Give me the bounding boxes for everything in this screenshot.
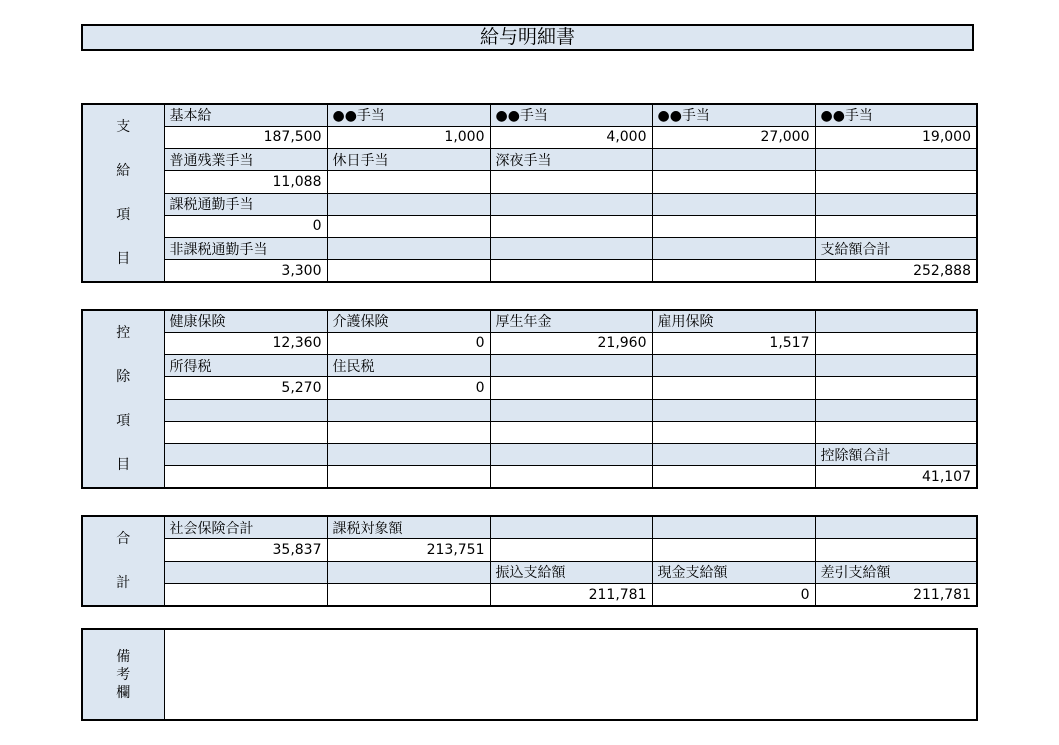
item-label-cell	[327, 561, 490, 584]
value-row	[82, 171, 977, 193]
item-label-cell	[652, 149, 815, 171]
value-row	[82, 539, 977, 562]
item-label-cell: 深夜手当	[490, 149, 652, 171]
item-label-cell: 基本給	[164, 104, 327, 126]
item-value-cell[interactable]: 213,751	[327, 539, 490, 562]
section-header-char: 目	[116, 251, 131, 267]
item-value-cell[interactable]	[815, 332, 977, 354]
item-value-cell[interactable]	[490, 466, 652, 488]
item-value-cell[interactable]: 1,517	[652, 332, 815, 354]
remarks-header-char: 備	[116, 648, 131, 665]
item-value-cell[interactable]: 4,000	[490, 126, 652, 148]
item-label-cell: 雇用保険	[652, 310, 815, 332]
item-label-cell: 現金支給額	[652, 561, 815, 584]
item-label-cell: 差引支給額	[815, 561, 977, 584]
section-header-char: 項	[116, 207, 131, 223]
item-label-cell	[652, 355, 815, 377]
item-label-cell: 休日手当	[327, 149, 490, 171]
item-value-cell[interactable]	[815, 171, 977, 193]
item-value-cell[interactable]	[490, 377, 652, 399]
remarks-header-char: 考	[116, 666, 131, 683]
label-row	[82, 104, 977, 126]
item-label-cell: 課税通勤手当	[164, 193, 327, 215]
label-row	[82, 444, 977, 466]
item-value-cell[interactable]: 1,000	[327, 126, 490, 148]
item-value-cell[interactable]	[164, 466, 327, 488]
item-label-cell	[815, 355, 977, 377]
item-value-cell[interactable]: 12,360	[164, 332, 327, 354]
item-value-cell[interactable]	[490, 539, 652, 562]
item-label-cell: 厚生年金	[490, 310, 652, 332]
item-value-cell[interactable]	[815, 421, 977, 443]
value-row	[82, 421, 977, 443]
item-label-cell	[652, 516, 815, 539]
item-label-cell: 非課税通勤手当	[164, 238, 327, 260]
section-header-char: 支	[116, 119, 131, 135]
remarks-header-char: 欄	[116, 684, 131, 701]
item-label-cell	[490, 444, 652, 466]
item-value-cell[interactable]	[652, 539, 815, 562]
item-value-cell[interactable]: 252,888	[815, 260, 977, 282]
item-label-cell: 振込支給額	[490, 561, 652, 584]
label-row	[82, 516, 977, 539]
item-label-cell: 控除額合計	[815, 444, 977, 466]
label-row	[82, 355, 977, 377]
item-value-cell[interactable]	[327, 215, 490, 237]
item-value-cell[interactable]: 41,107	[815, 466, 977, 488]
item-value-cell[interactable]: 35,837	[164, 539, 327, 562]
remarks-content[interactable]	[164, 629, 977, 720]
item-value-cell[interactable]: 3,300	[164, 260, 327, 282]
item-label-cell	[490, 238, 652, 260]
item-label-cell	[815, 399, 977, 421]
item-label-cell	[164, 399, 327, 421]
value-row	[82, 584, 977, 607]
value-row	[82, 466, 977, 488]
item-label-cell	[652, 444, 815, 466]
item-value-cell[interactable]	[490, 215, 652, 237]
page-title: 給与明細書	[81, 24, 974, 51]
item-label-cell: 普通残業手当	[164, 149, 327, 171]
item-label-cell: 介護保険	[327, 310, 490, 332]
section-header-char: 控	[116, 325, 131, 341]
item-label-cell	[164, 561, 327, 584]
label-row	[82, 561, 977, 584]
item-label-cell: ●●手当	[652, 104, 815, 126]
item-label-cell	[164, 444, 327, 466]
item-label-cell	[327, 238, 490, 260]
item-value-cell[interactable]: 0	[652, 584, 815, 607]
item-value-cell[interactable]	[327, 584, 490, 607]
item-value-cell[interactable]	[652, 260, 815, 282]
item-label-cell	[490, 355, 652, 377]
item-value-cell[interactable]	[327, 171, 490, 193]
item-value-cell[interactable]	[652, 215, 815, 237]
item-value-cell[interactable]	[327, 260, 490, 282]
item-value-cell[interactable]	[815, 377, 977, 399]
item-value-cell[interactable]: 11,088	[164, 171, 327, 193]
item-label-cell	[815, 193, 977, 215]
item-value-cell[interactable]	[652, 421, 815, 443]
item-value-cell[interactable]: 0	[327, 332, 490, 354]
section-header-char: 計	[116, 575, 131, 591]
section-header-char: 項	[116, 413, 131, 429]
label-row	[82, 193, 977, 215]
section-header	[82, 516, 164, 606]
item-value-cell[interactable]: 5,270	[164, 377, 327, 399]
item-label-cell: 住民税	[327, 355, 490, 377]
item-label-cell: 所得税	[164, 355, 327, 377]
item-value-cell[interactable]	[815, 539, 977, 562]
item-label-cell	[327, 193, 490, 215]
remarks-header	[82, 629, 164, 720]
totals-table	[81, 515, 978, 607]
value-row	[82, 377, 977, 399]
item-label-cell: ●●手当	[327, 104, 490, 126]
item-value-cell[interactable]: 211,781	[490, 584, 652, 607]
item-label-cell	[652, 399, 815, 421]
item-value-cell[interactable]: 187,500	[164, 126, 327, 148]
item-value-cell[interactable]: 0	[327, 377, 490, 399]
label-row	[82, 238, 977, 260]
item-value-cell[interactable]	[327, 466, 490, 488]
item-value-cell[interactable]	[327, 421, 490, 443]
item-label-cell	[490, 399, 652, 421]
item-value-cell[interactable]	[490, 260, 652, 282]
item-label-cell: ●●手当	[815, 104, 977, 126]
section-header-char: 給	[116, 163, 131, 179]
item-value-cell[interactable]: 21,960	[490, 332, 652, 354]
item-value-cell[interactable]	[652, 171, 815, 193]
label-row	[82, 399, 977, 421]
item-label-cell	[327, 444, 490, 466]
value-row	[82, 260, 977, 282]
item-value-cell[interactable]: 27,000	[652, 126, 815, 148]
remarks-table	[81, 628, 978, 721]
item-label-cell	[652, 238, 815, 260]
value-row	[82, 215, 977, 237]
item-label-cell: 社会保険合計	[164, 516, 327, 539]
item-label-cell	[815, 516, 977, 539]
item-label-cell: 健康保険	[164, 310, 327, 332]
section-header-char: 合	[116, 531, 131, 547]
section-header	[82, 104, 164, 282]
item-value-cell[interactable]: 211,781	[815, 584, 977, 607]
item-value-cell[interactable]	[164, 421, 327, 443]
item-label-cell	[327, 399, 490, 421]
item-value-cell[interactable]: 19,000	[815, 126, 977, 148]
item-label-cell	[815, 310, 977, 332]
deduction-items-table	[81, 309, 978, 489]
payment-items-table	[81, 103, 978, 283]
item-value-cell[interactable]: 0	[164, 215, 327, 237]
item-label-cell: ●●手当	[490, 104, 652, 126]
item-label-cell	[652, 193, 815, 215]
section-header	[82, 310, 164, 488]
item-value-cell[interactable]	[490, 421, 652, 443]
item-label-cell	[490, 193, 652, 215]
item-value-cell[interactable]	[164, 584, 327, 607]
item-value-cell[interactable]	[490, 171, 652, 193]
item-label-cell	[490, 516, 652, 539]
item-value-cell[interactable]	[652, 377, 815, 399]
section-header-char: 除	[116, 369, 131, 385]
label-row	[82, 310, 977, 332]
section-header-char: 目	[116, 457, 131, 473]
value-row	[82, 126, 977, 148]
value-row	[82, 332, 977, 354]
item-label-cell	[815, 149, 977, 171]
item-label-cell: 支給額合計	[815, 238, 977, 260]
item-label-cell: 課税対象額	[327, 516, 490, 539]
item-value-cell[interactable]	[815, 215, 977, 237]
item-value-cell[interactable]	[652, 466, 815, 488]
label-row	[82, 149, 977, 171]
